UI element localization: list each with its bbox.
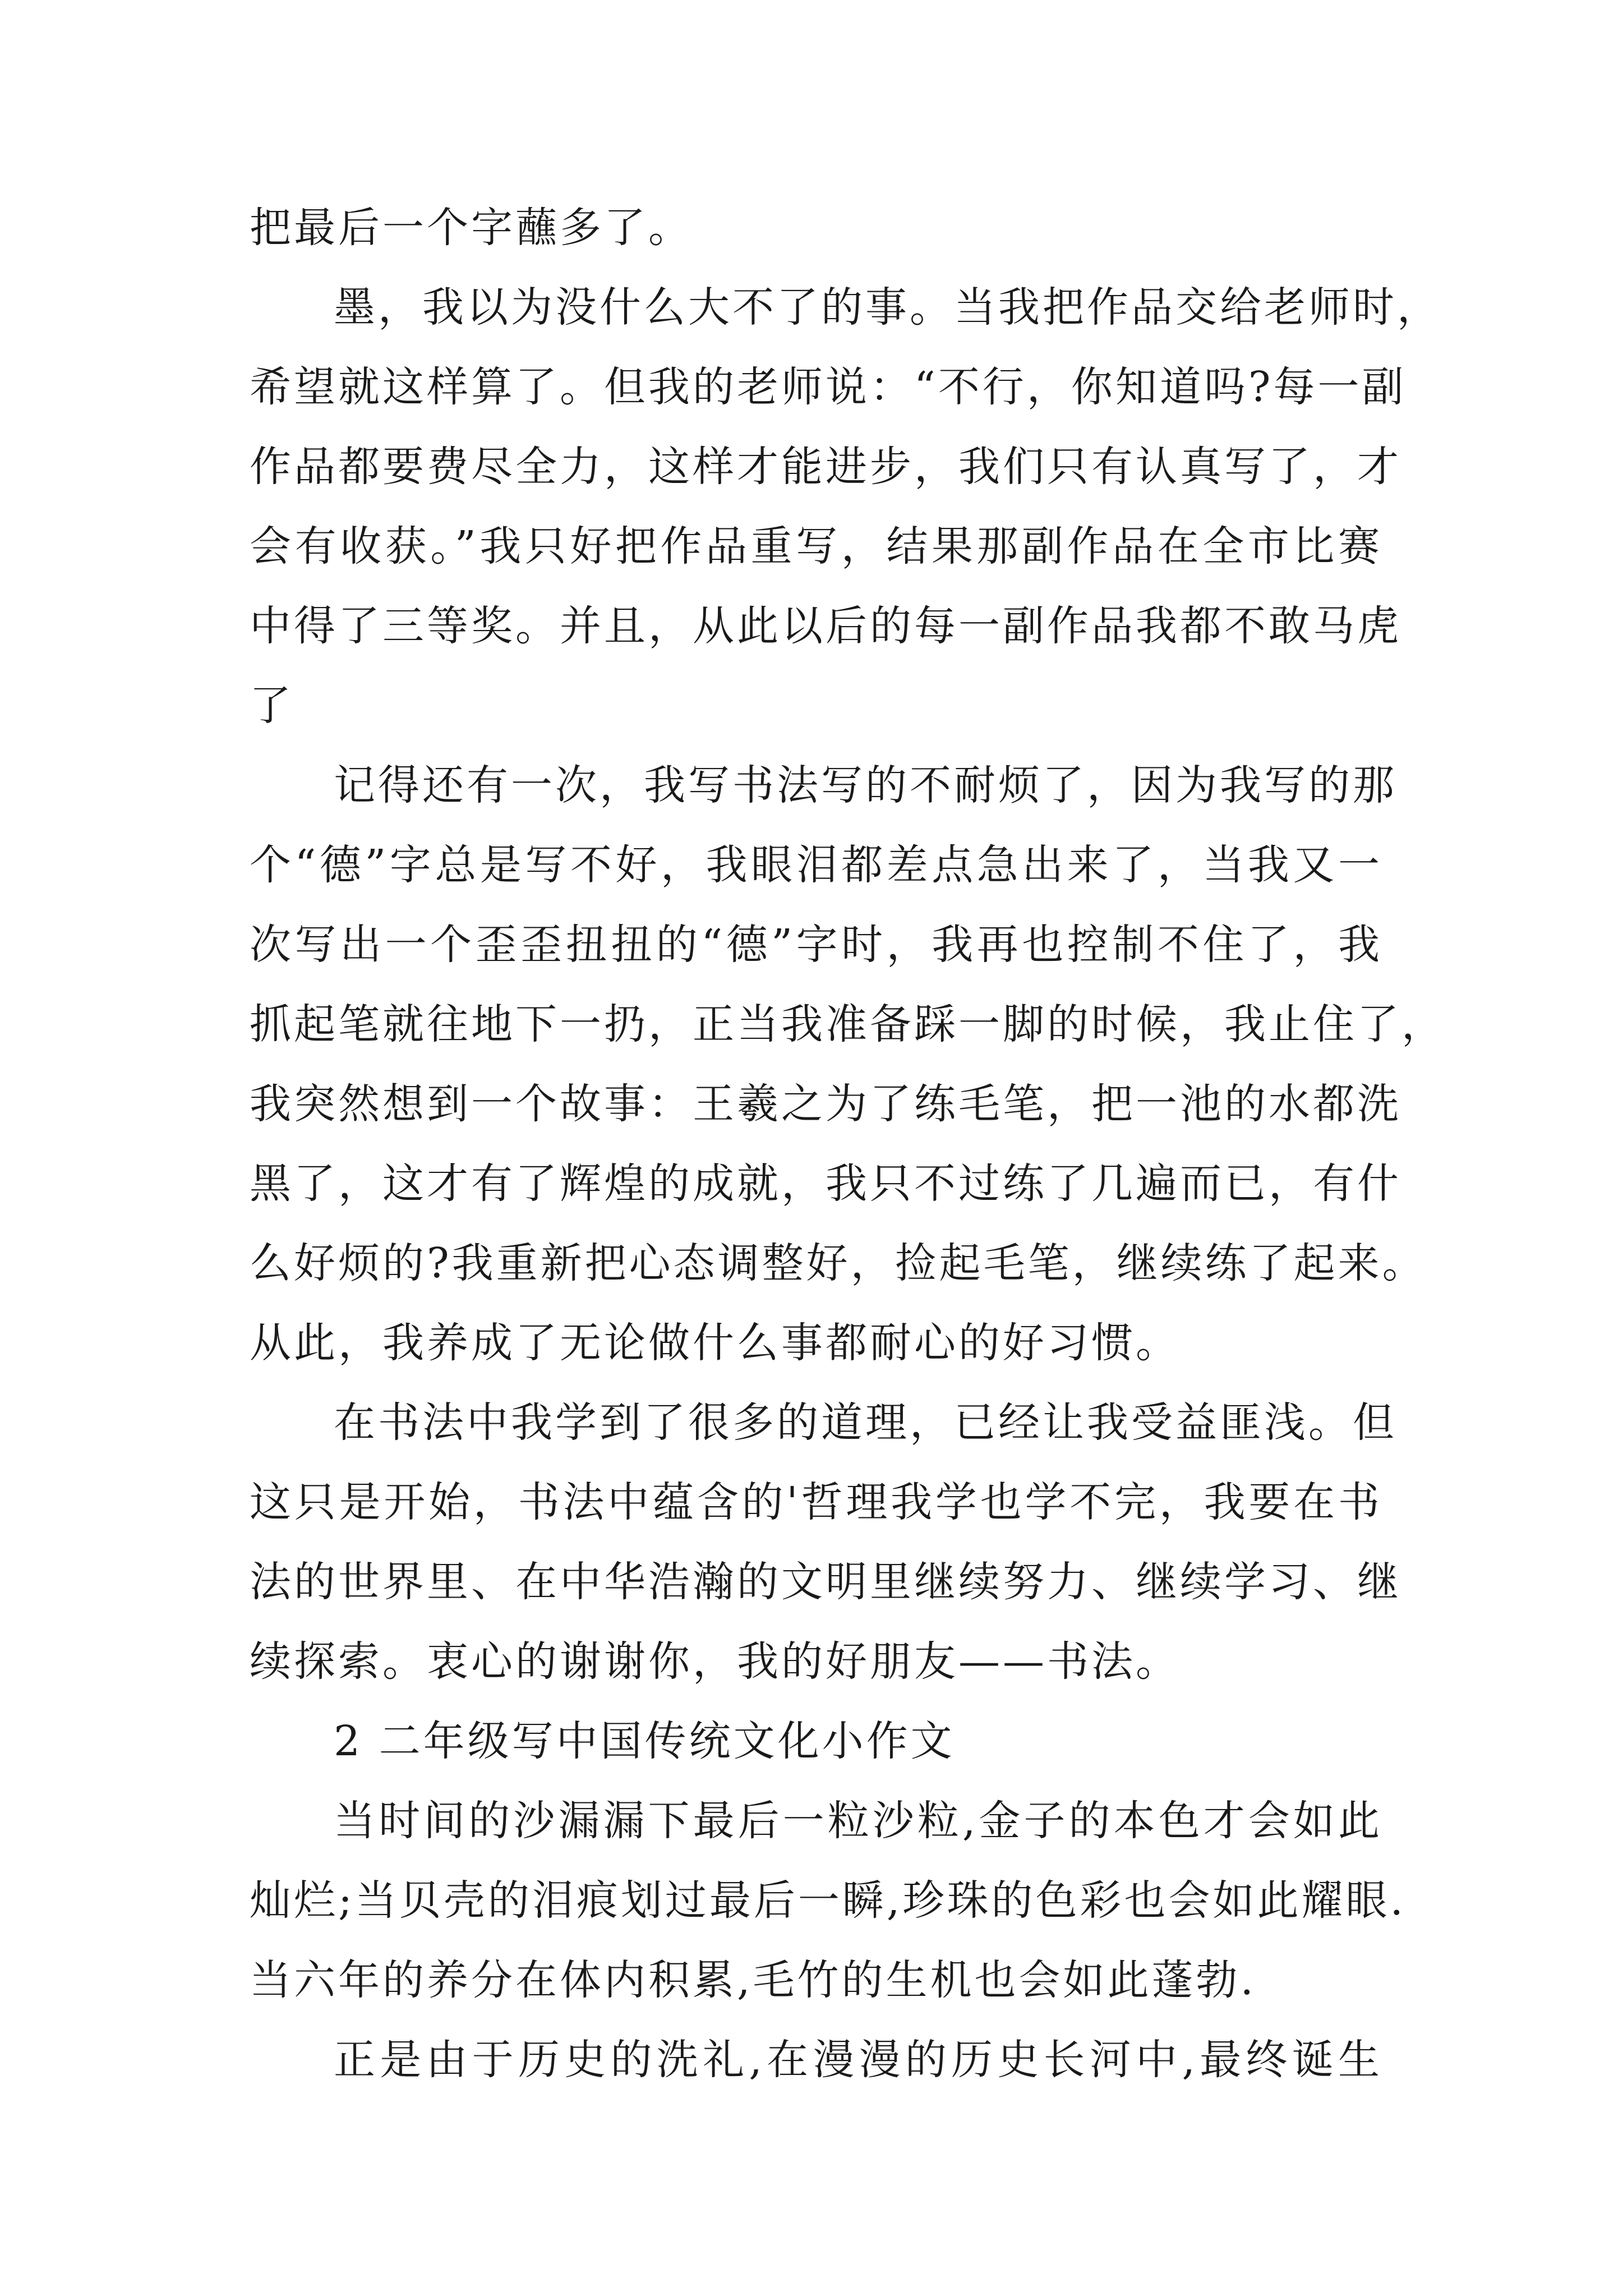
text-line: 作品都要费尽全力，这样才能进步，我们只有认真写了，才 (250, 443, 1401, 491)
body-text (250, 199, 1446, 2111)
text-line: 法的世界里、在中华浩瀚的文明里继续努力、继续学习、继 (250, 1558, 1401, 1606)
text-line: 正是由于历史的洗礼,在漫漫的历史长河中,最终诞生 (334, 2036, 1382, 2084)
text-line: 这只是开始，书法中蕴含的'哲理我学也学不完，我要在书 (250, 1478, 1382, 1526)
text-line: 在书法中我学到了很多的道理，已经让我受益匪浅。但 (334, 1398, 1397, 1447)
text-line: 当六年的养分在体内积累,毛竹的生机也会如此蓬勃. (250, 1956, 1257, 2004)
text-line: 个“德”字总是写不好，我眼泪都差点急出来了，当我又一 (250, 841, 1382, 889)
text-line: 会有收获。”我只好把作品重写，结果那副作品在全市比赛 (250, 522, 1382, 570)
text-line: 灿烂;当贝壳的泪痕划过最后一瞬,珍珠的色彩也会如此耀眼. (250, 1876, 1406, 1925)
text-line: 希望就这样算了。但我的老师说：“不行，你知道吗?每一副 (250, 363, 1407, 411)
text-line: 次写出一个歪歪扭扭的“德”字时，我再也控制不住了，我 (250, 921, 1382, 969)
section-heading: 2 二年级写中国传统文化小作文 (334, 1717, 955, 1765)
text-line: 续探索。衷心的谢谢你，我的好朋友——书法。 (250, 1637, 1180, 1686)
text-line: 当时间的沙漏漏下最后一粒沙粒,金子的本色才会如此 (334, 1797, 1382, 1845)
text-line: 抓起笔就往地下一扔，正当我准备踩一脚的时候，我止住了， (250, 1000, 1446, 1048)
text-line: 把最后一个字蘸多了。 (250, 204, 693, 252)
text-line: 了 (250, 682, 294, 730)
text-line: 从此，我养成了无论做什么事都耐心的好习惯。 (250, 1319, 1180, 1367)
text-line: 墨，我以为没什么大不了的事。当我把作品交给老师时， (334, 283, 1441, 332)
text-line: 我突然想到一个故事：王羲之为了练毛笔，把一池的水都洗 (250, 1080, 1401, 1128)
text-line: 记得还有一次，我写书法写的不耐烦了，因为我写的那 (334, 761, 1397, 809)
text-line: 么好烦的?我重新把心态调整好，捡起毛笔，继续练了起来。 (250, 1239, 1427, 1287)
text-line: 黑了，这才有了辉煌的成就，我只不过练了几遍而已，有什 (250, 1159, 1401, 1208)
text-line: 中得了三等奖。并且，从此以后的每一副作品我都不敢马虎 (250, 602, 1401, 650)
